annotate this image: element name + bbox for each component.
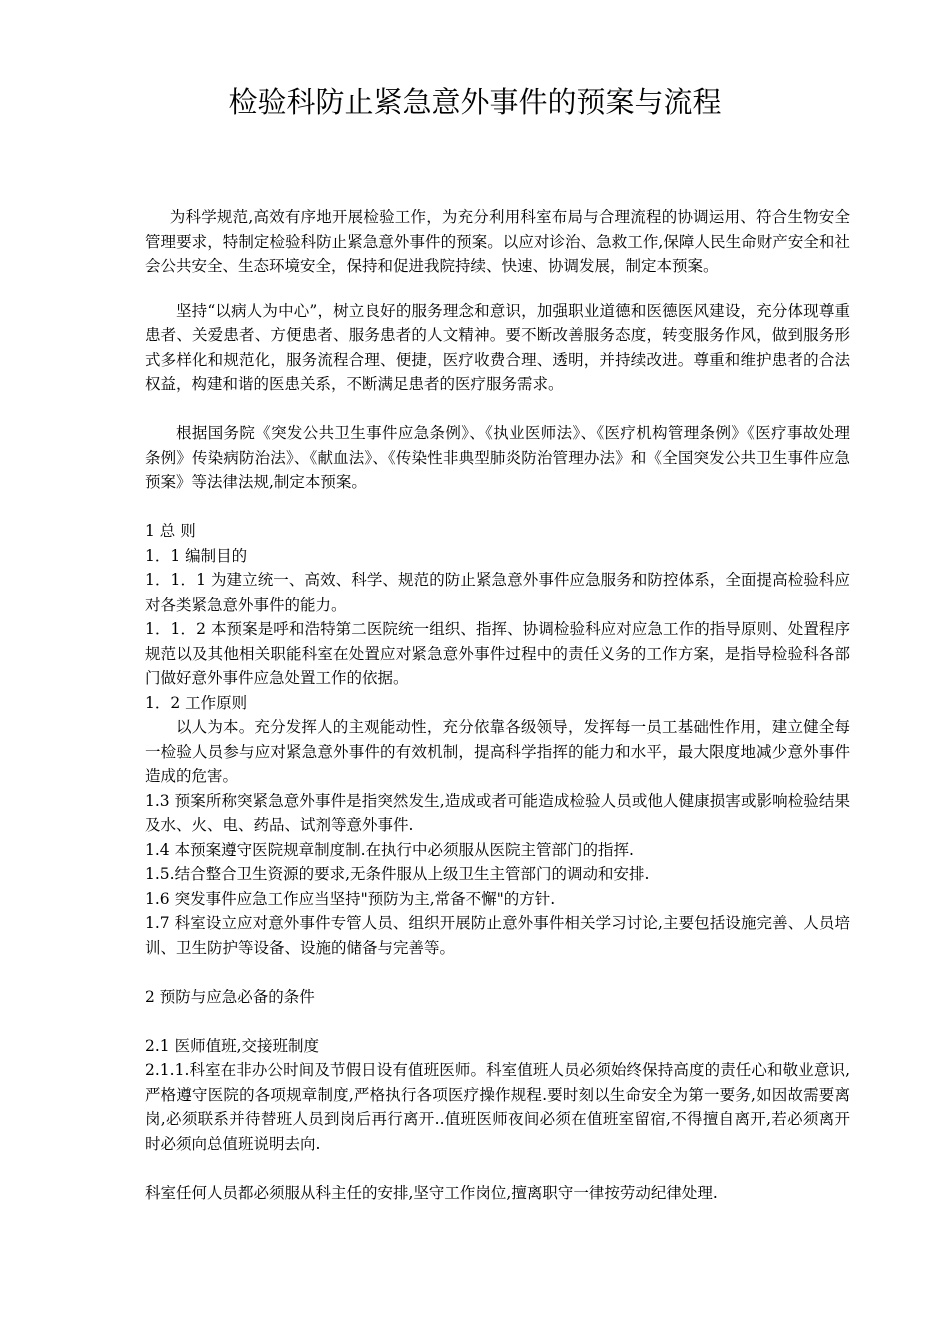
- clause-1-4: 1.4 本预案遵守医院规章制度制.在执行中必须服从医院主管部门的指挥.: [145, 840, 634, 859]
- subsection-heading-1-2: 1．2 工作原则: [145, 693, 248, 712]
- spacer: [145, 1009, 850, 1034]
- subsection-heading-1-1: 1．1 编制目的: [145, 546, 248, 565]
- clause-1-1-1: 1．1．1 为建立统一、高效、科学、规范的防止紧急意外事件应急服务和防控体系，全面提高检验科应对各类紧急意外事件的能力。: [145, 571, 850, 614]
- section-heading-1: 1 总 则: [145, 522, 196, 540]
- subsection-heading-2-1: 2.1 医师值班,交接班制度: [145, 1036, 320, 1055]
- intro-paragraph-1: 为科学规范,高效有序地开展检验工作，为充分利用科室布局与合理流程的协调运用、符合生物安全管理要求，特制定检验科防止紧急意外事件的预案。以应对诊治、急救工作,保障人民生命财产安全和社会公共安全、生态环境安全，保持和促进我院持续、快速、协调发展，制定本预案。: [145, 208, 850, 275]
- spacer: [145, 960, 850, 985]
- document-body: [145, 205, 850, 1205]
- clause-1-2-text: 以人为本。充分发挥人的主观能动性，充分依靠各级领导，发挥每一员工基础性作用，建立健全每一检验人员参与应对紧急意外事件的有效机制，提高科学指挥的能力和水平，最大限度地减少意外事件造成的危害。: [145, 718, 850, 785]
- section-heading-2: 2 预防与应急必备的条件: [145, 987, 315, 1006]
- clause-1-7: 1.7 科室设立应对意外事件专管人员、组织开展防止意外事件相关学习讨论,主要包括设施完善、人员培训、卫生防护等设备、设施的储备与完善等。: [145, 914, 850, 957]
- spacer: [145, 495, 850, 520]
- intro-paragraph-2: 坚持“以病人为中心”，树立良好的服务理念和意识，加强职业道德和医德医风建设，充分体现尊重患者、关爱患者、方便患者、服务患者的人文精神。要不断改善服务态度，转变服务作风，做到服务形式多样化和规范化，服务流程合理、便捷，医疗收费合理、透明，并持续改进。尊重和维护患者的合法权益，构建和谐的医患关系，不断满足患者的医疗服务需求。: [145, 301, 850, 393]
- clause-1-1-2: 1．1．2 本预案是呼和浩特第二医院统一组织、指挥、协调检验科应对应急工作的指导原则、处置程序规范以及其他相关职能科室在处置应对紧急意外事件过程中的责任义务的工作方案，是指导检验科各部门做好意外事件应急处置工作的依据。: [145, 620, 850, 687]
- clause-2-1-1: 2.1.1.科室在非办公时间及节假日设有值班医师。科室值班人员必须始终保持高度的责任心和敬业意识,严格遵守医院的各项规章制度,严格执行各项医疗操作规程.要时刻以生命安全为第一要务,如因故需要离岗,必须联系并待替班人员到岗后再行离开..值班医师夜间必须在值班室留宿,不得擅自离开,若必须离开时必须向总值班说明去向.: [145, 1061, 850, 1153]
- spacer: [145, 397, 850, 422]
- intro-paragraph-3: 根据国务院《突发公共卫生事件应急条例》、《执业医师法》、《医疗机构管理条例》《医疗事故处理条例》传染病防治法》、《献血法》、《传染性非典型肺炎防治管理办法》和《全国突发公共卫生事件应急预案》等法律法规,制定本预案。: [145, 424, 850, 491]
- spacer: [145, 1156, 850, 1181]
- clause-1-3: 1.3 预案所称突紧急意外事件是指突然发生,造成或者可能造成检验人员或他人健康损害或影响检验结果及水、火、电、药品、试剂等意外事件.: [145, 791, 850, 834]
- clause-1-6: 1.6 突发事件应急工作应当坚持"预防为主,常备不懈"的方针.: [145, 889, 556, 908]
- clause-2-1-2: 科室任何人员都必须服从科主任的安排,坚守工作岗位,擅离职守一律按劳动纪律处理.: [145, 1183, 718, 1202]
- clause-1-5: 1.5.结合整合卫生资源的要求,无条件服从上级卫生主管部门的调动和安排.: [145, 865, 650, 883]
- document-title: 检验科防止紧急意外事件的预案与流程: [228, 85, 722, 119]
- spacer: [145, 279, 850, 299]
